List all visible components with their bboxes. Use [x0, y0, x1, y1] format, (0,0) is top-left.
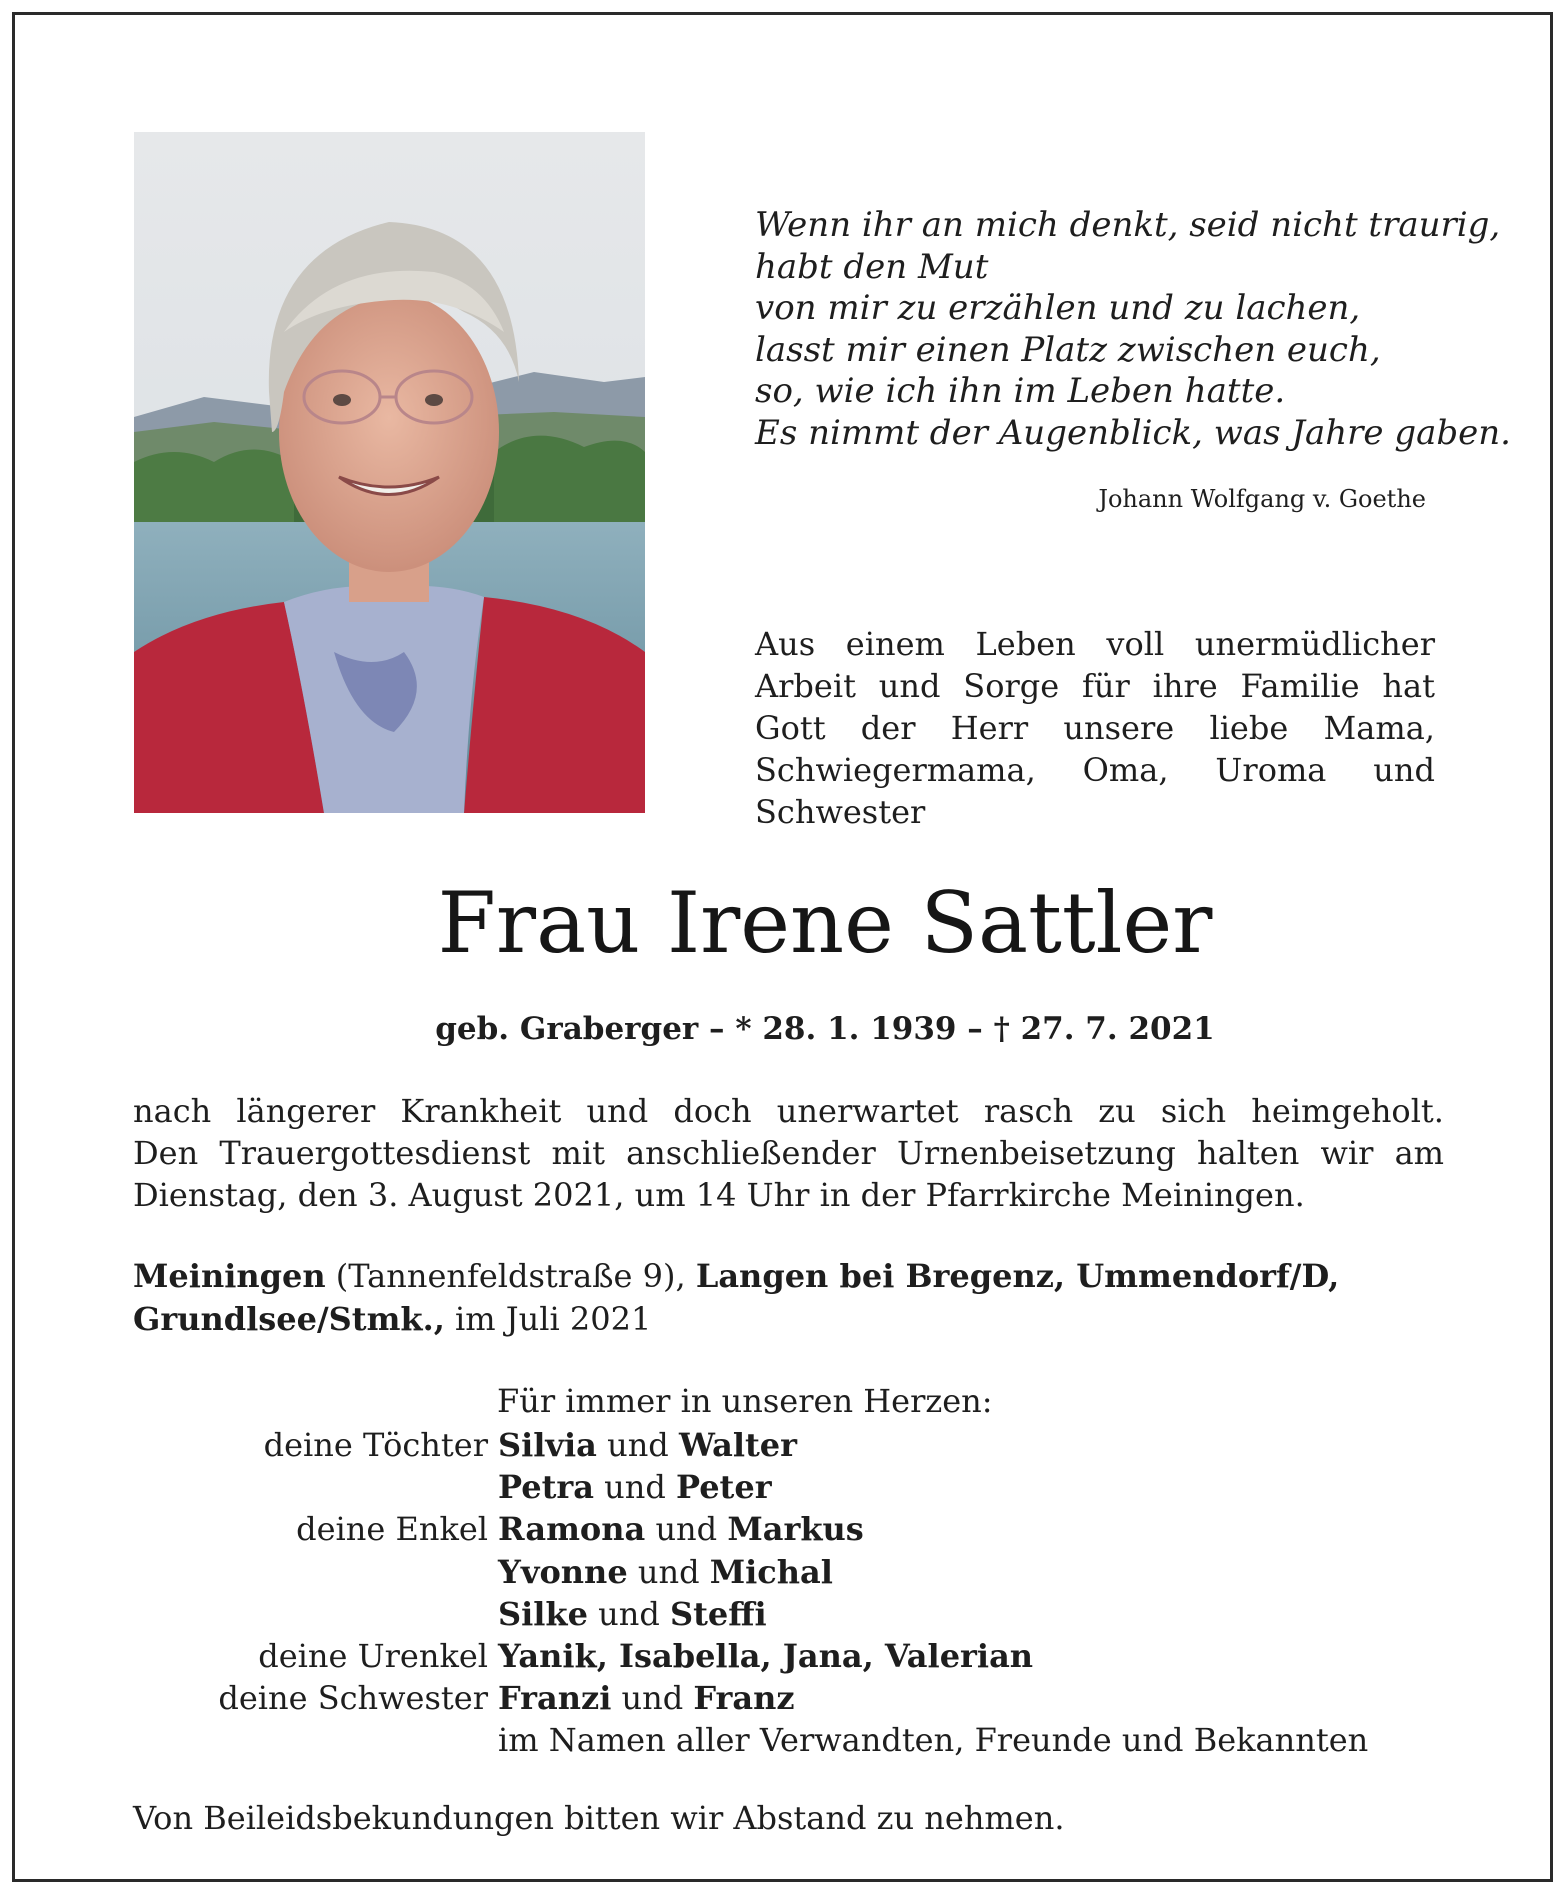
places-line	[133, 1255, 1444, 1298]
family-row	[133, 1551, 1444, 1593]
word: zu	[1098, 1092, 1136, 1130]
word: Herr	[950, 709, 1029, 747]
intro-line	[755, 665, 1435, 707]
places-and-date	[133, 1255, 1444, 1341]
family-name: Michal	[709, 1552, 833, 1591]
family-names	[498, 1424, 797, 1466]
word: und	[586, 1092, 649, 1130]
goethe-poem	[755, 205, 1511, 454]
family-name: Ramona	[498, 1510, 646, 1549]
poem-author: Johann Wolfgang v. Goethe	[1098, 485, 1426, 513]
family-row	[133, 1635, 1444, 1677]
connector-text: und	[627, 1552, 710, 1591]
word: einem	[845, 625, 945, 663]
date-text: im Juli 2021	[444, 1300, 652, 1338]
word: längerer	[236, 1092, 376, 1130]
family-name: Peter	[675, 1468, 772, 1507]
intro-line	[755, 749, 1435, 791]
announcement-line	[133, 1090, 1444, 1132]
word: halten	[1196, 1134, 1300, 1172]
word: Urnenbeisetzung	[896, 1134, 1176, 1172]
poem-line: Es nimmt der Augenblick, was Jahre gaben.	[755, 412, 1511, 453]
word: Trauergottesdienst	[219, 1134, 531, 1172]
word: Mama,	[1323, 709, 1435, 747]
word: hat	[1382, 667, 1435, 705]
word: unsere	[1063, 709, 1175, 747]
family-row	[133, 1593, 1444, 1635]
connector-text: und	[596, 1426, 679, 1464]
in-our-hearts-heading: Für immer in unseren Herzen:	[497, 1382, 993, 1420]
family-name: Markus	[727, 1510, 864, 1549]
place-name: Grundlsee/Stmk.,	[133, 1300, 445, 1338]
word: nach	[133, 1092, 212, 1130]
word: der	[860, 709, 916, 747]
word: sich	[1160, 1092, 1227, 1130]
family-row	[133, 1677, 1444, 1719]
word: voll	[1106, 625, 1165, 663]
word: Oma,	[1082, 751, 1169, 789]
family-closing: im Namen aller Verwandten, Freunde und Bekannten	[498, 1721, 1369, 1760]
intro-line	[755, 707, 1435, 749]
family-name: Petra	[498, 1468, 594, 1507]
word: doch	[673, 1092, 752, 1130]
portrait-photo	[134, 132, 645, 813]
family-names	[498, 1593, 767, 1635]
poem-line: Wenn ihr an mich denkt, seid nicht traurig,	[755, 205, 1501, 245]
word: für	[1082, 667, 1130, 705]
family-name: Steffi	[670, 1594, 767, 1633]
word: wir	[1320, 1134, 1374, 1172]
word: Den	[133, 1134, 199, 1172]
connector-text: und	[587, 1594, 670, 1633]
family-names	[498, 1677, 795, 1719]
word: Aus	[755, 625, 816, 663]
relation-label	[133, 1593, 498, 1635]
announcement-line: Dienstag, den 3. August 2021, um 14 Uhr in der Pfarrkirche Meiningen.	[133, 1176, 1305, 1214]
poem-line: habt den Mut	[755, 246, 989, 287]
word: liebe	[1209, 709, 1289, 747]
family-names	[498, 1508, 864, 1550]
family-row	[133, 1719, 1444, 1761]
word: unerwartet	[776, 1092, 959, 1130]
intro-line: Schwester	[755, 793, 926, 831]
family-list	[133, 1424, 1444, 1762]
place-name: Meiningen	[133, 1257, 326, 1295]
family-name: Walter	[678, 1426, 797, 1464]
word: rasch	[983, 1092, 1074, 1130]
family-row	[133, 1424, 1444, 1466]
place-address: (Tannenfeldstraße 9),	[325, 1257, 696, 1295]
family-name: Silke	[498, 1594, 588, 1633]
relation-label: deine Töchter	[263, 1426, 488, 1464]
relation-label: deine Urenkel	[258, 1637, 488, 1676]
word: heimgeholt.	[1251, 1092, 1444, 1130]
word: Leben	[975, 625, 1076, 663]
poem-line: so, wie ich ihn im Leben hatte.	[755, 371, 1286, 411]
word: Familie	[1240, 667, 1360, 705]
obituary-page	[12, 12, 1553, 1882]
relation-label: deine Enkel	[296, 1510, 488, 1549]
family-names	[498, 1466, 772, 1508]
word: unermüdlicher	[1194, 625, 1435, 663]
relation-label	[133, 1466, 498, 1508]
relation-label: deine Schwester	[218, 1679, 488, 1718]
intro-line	[755, 623, 1435, 665]
place-name: Langen bei Bregenz, Ummendorf/D,	[695, 1257, 1340, 1295]
places-line	[133, 1298, 1444, 1341]
relation-label	[133, 1551, 498, 1593]
word: Arbeit	[755, 667, 856, 705]
connector-text: und	[611, 1679, 694, 1718]
family-names	[498, 1551, 833, 1593]
family-name: Yvonne	[498, 1552, 628, 1591]
word: Krankheit	[400, 1092, 562, 1130]
word: ihre	[1152, 667, 1218, 705]
connector-text: und	[593, 1468, 676, 1507]
word: am	[1394, 1134, 1444, 1172]
word: Schwiegermama,	[755, 751, 1036, 789]
connector-text: und	[645, 1510, 728, 1549]
family-name: Franz	[693, 1679, 795, 1718]
family-name: Silvia	[498, 1426, 597, 1464]
intro-text	[755, 623, 1435, 833]
family-row	[133, 1466, 1444, 1508]
word: Uroma	[1215, 751, 1327, 789]
family-name: Yanik, Isabella, Jana, Valerian	[498, 1637, 1034, 1676]
poem-line: von mir zu erzählen und zu lachen,	[755, 288, 1361, 328]
family-names	[498, 1635, 1033, 1677]
word: Sorge	[963, 667, 1060, 705]
deceased-name: Frau Irene Sattler	[437, 874, 1213, 972]
word: anschließender	[626, 1134, 876, 1172]
family-name: Franzi	[498, 1679, 612, 1718]
poem-line: lasst mir einen Platz zwischen euch,	[755, 329, 1381, 370]
word: mit	[551, 1134, 605, 1172]
condolence-note: Von Beileidsbekundungen bitten wir Abstand zu nehmen.	[133, 1799, 1065, 1837]
word: und	[1373, 751, 1435, 789]
birth-death-dates: geb. Graberger – * 28. 1. 1939 – † 27. 7. 2021	[435, 1011, 1215, 1047]
announcement-line	[133, 1132, 1444, 1174]
family-row	[133, 1508, 1444, 1550]
announcement-text	[133, 1090, 1444, 1216]
word: Gott	[755, 709, 826, 747]
word: und	[878, 667, 941, 705]
